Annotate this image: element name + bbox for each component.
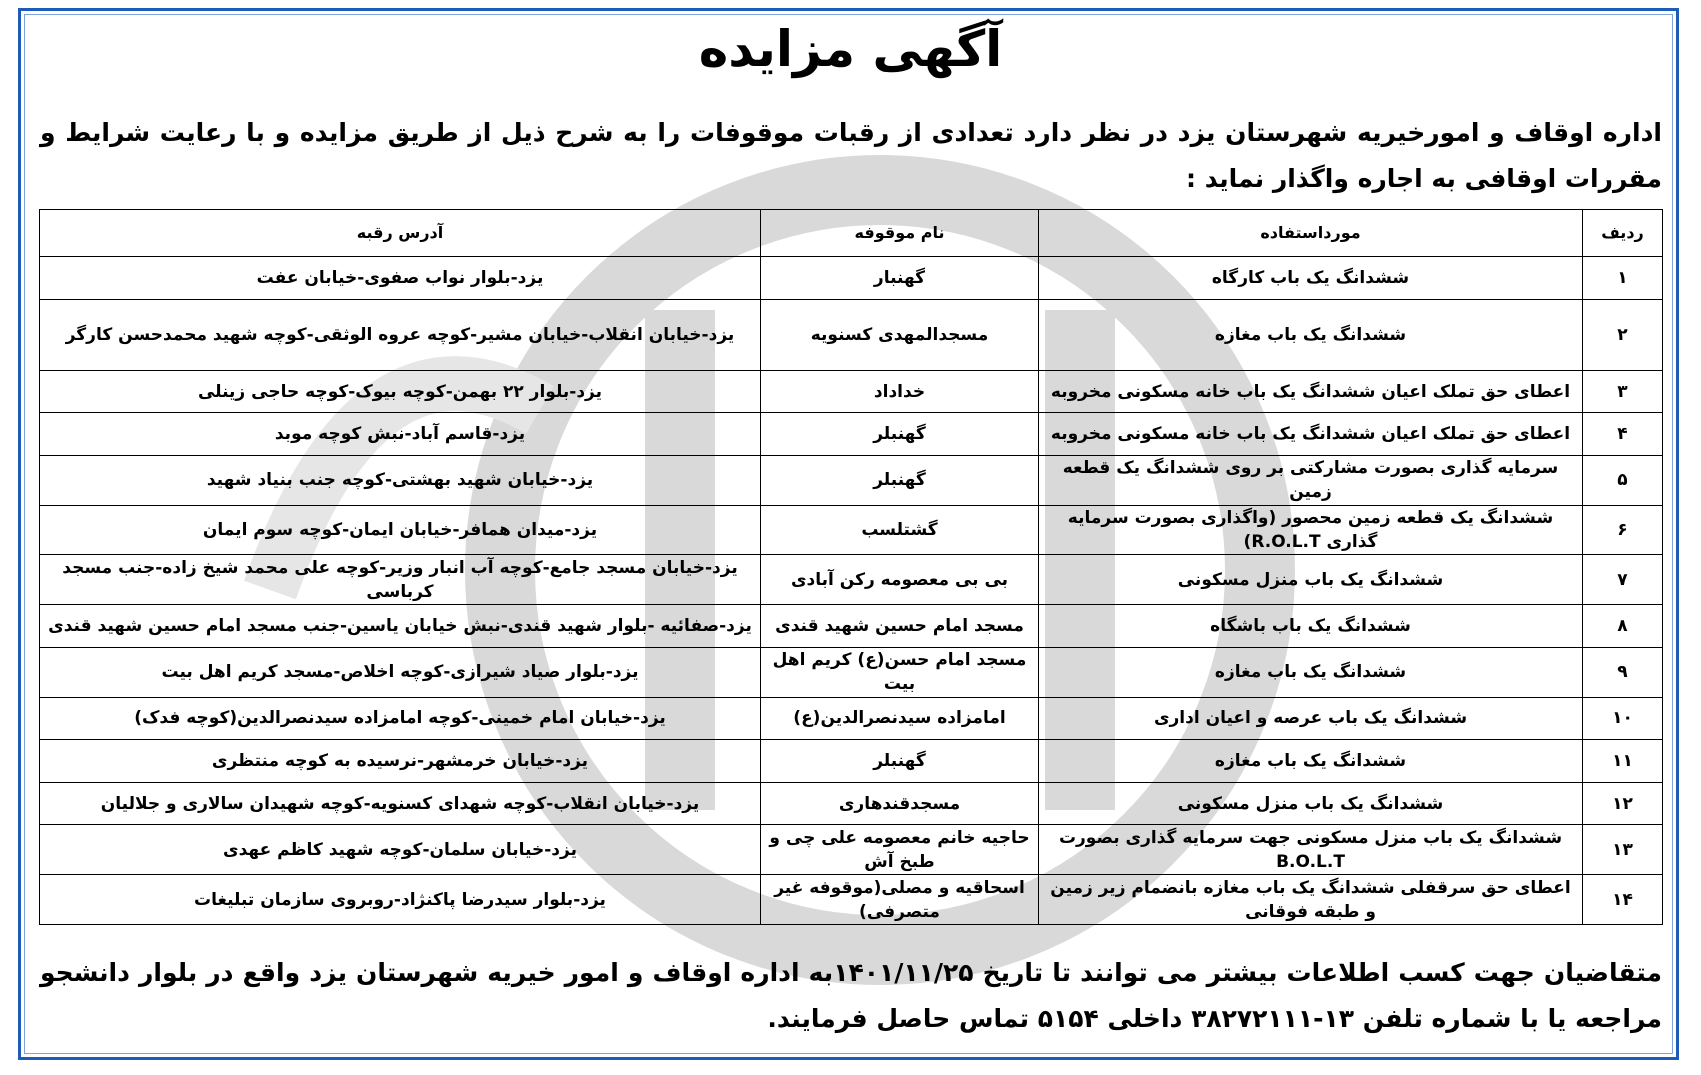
cell-address: یزد-صفائیه -بلوار شهید قندی-نبش خیابان یاسین-جنب مسجد امام حسین شهید قندی (40, 605, 761, 648)
cell-row-no: ۱ (1583, 257, 1663, 300)
cell-address: یزد-خیابان انقلاب-کوچه شهدای کسنویه-کوچه شهیدان سالاری و جلالیان (40, 782, 761, 825)
auction-table (39, 209, 1663, 925)
header-address: آدرس رقبه (40, 210, 761, 257)
cell-endowment: مسجد امام حسن(ع) کریم اهل بیت (761, 647, 1039, 697)
table-row (40, 697, 1663, 740)
cell-address: یزد-خیابان انقلاب-خیابان مشیر-کوچه عروه الوثقی-کوچه شهید محمدحسن کارگر (40, 299, 761, 370)
table-row (40, 299, 1663, 370)
cell-endowment: گهنبلر (761, 413, 1039, 456)
cell-endowment: گهنبار (761, 257, 1039, 300)
cell-endowment: مسجد امام حسین شهید قندی (761, 605, 1039, 648)
cell-usage: ششدانگ یک باب منزل مسکونی جهت سرمایه گذاری بصورت B.O.L.T (1039, 825, 1583, 875)
cell-address: یزد-بلوار صیاد شیرازی-کوچه اخلاص-مسجد کریم اهل بیت (40, 647, 761, 697)
cell-usage: ششدانگ یک باب منزل مسکونی (1039, 782, 1583, 825)
cell-address: یزد-خیابان مسجد جامع-کوچه آب انبار وزیر-کوچه علی محمد شیخ زاده-جنب مسجد کرباسی (40, 555, 761, 605)
table-row (40, 370, 1663, 413)
cell-row-no: ۶ (1583, 505, 1663, 555)
cell-row-no: ۵ (1583, 455, 1663, 505)
cell-address: یزد-بلوار ۲۲ بهمن-کوچه بیوک-کوچه حاجی زینلی (40, 370, 761, 413)
header-endowment: نام موقوفه (761, 210, 1039, 257)
cell-endowment: خداداد (761, 370, 1039, 413)
cell-usage: ششدانگ یک باب کارگاه (1039, 257, 1583, 300)
cell-endowment: گهنبلر (761, 740, 1039, 783)
cell-usage: ششدانگ یک باب مغازه (1039, 647, 1583, 697)
cell-row-no: ۱۲ (1583, 782, 1663, 825)
cell-usage: ششدانگ یک قطعه زمین محصور (واگذاری بصورت سرمایه گذاری R.O.L.T) (1039, 505, 1583, 555)
table-row (40, 505, 1663, 555)
cell-address: یزد-بلوار نواب صفوی-خیابان عفت (40, 257, 761, 300)
cell-row-no: ۱۳ (1583, 825, 1663, 875)
cell-usage: ششدانگ یک باب باشگاه (1039, 605, 1583, 648)
cell-endowment: مسجدقندهاری (761, 782, 1039, 825)
cell-endowment: گهنبلر (761, 455, 1039, 505)
cell-usage: ششدانگ یک باب مغازه (1039, 299, 1583, 370)
header-usage: مورداستفاده (1039, 210, 1583, 257)
cell-endowment: اسحاقیه و مصلی(موقوفه غیر متصرفی) (761, 875, 1039, 925)
cell-address: یزد-بلوار سیدرضا پاکنژاد-روبروی سازمان تبلیغات (40, 875, 761, 925)
table-row (40, 555, 1663, 605)
cell-usage: اعطای حق تملک اعیان ششدانگ یک باب خانه مسکونی مخروبه (1039, 370, 1583, 413)
cell-row-no: ۷ (1583, 555, 1663, 605)
cell-usage: ششدانگ یک باب منزل مسکونی (1039, 555, 1583, 605)
table-row (40, 825, 1663, 875)
cell-usage: ششدانگ یک باب عرصه و اعیان اداری (1039, 697, 1583, 740)
cell-endowment: حاجیه خانم معصومه علی چی و طبخ آش (761, 825, 1039, 875)
cell-row-no: ۴ (1583, 413, 1663, 456)
table-row (40, 782, 1663, 825)
table-row (40, 455, 1663, 505)
cell-usage: اعطای حق سرقفلی ششدانگ یک باب مغازه بانضمام زیر زمین و طبقه فوقانی (1039, 875, 1583, 925)
table-row (40, 605, 1663, 648)
cell-endowment: بی بی معصومه رکن آبادی (761, 555, 1039, 605)
notice-footer: متقاضیان جهت کسب اطلاعات بیشتر می توانند تا تاریخ ۱۴۰۱/۱۱/۲۵به اداره اوقاف و امور خیریه شهرستان یزد واقع در بلوار دانشجو مراجعه یا با شماره تلفن ۱۳-۳۸۲۷۲۱۱۱ داخلی ۵۱۵۴ تماس حاصل فرمایند. (40, 958, 1663, 1033)
cell-address: یزد-قاسم آباد-نبش کوچه موبد (40, 413, 761, 456)
cell-usage: سرمایه گذاری بصورت مشارکتی بر روی ششدانگ یک قطعه زمین (1039, 455, 1583, 505)
cell-row-no: ۹ (1583, 647, 1663, 697)
cell-endowment: مسجدالمهدی کسنویه (761, 299, 1039, 370)
cell-row-no: ۱۰ (1583, 697, 1663, 740)
cell-address: یزد-میدان همافر-خیابان ایمان-کوچه سوم ایمان (40, 505, 761, 555)
notice-title: آگهی مزایده (698, 20, 1003, 78)
table-row (40, 647, 1663, 697)
cell-row-no: ۲ (1583, 299, 1663, 370)
table-header-row (40, 210, 1663, 257)
cell-endowment: گشتلسب (761, 505, 1039, 555)
table-row (40, 257, 1663, 300)
cell-usage: اعطای حق تملک اعیان ششدانگ یک باب خانه مسکونی مخروبه (1039, 413, 1583, 456)
table-row (40, 413, 1663, 456)
notice-intro: اداره اوقاف و امورخیریه شهرستان یزد در نظر دارد تعدادی از رقبات موقوفات را به شرح ذیل از طریق مزایده و با رعایت شرایط و مقررات اوقافی به اجاره واگذار نماید : (40, 118, 1662, 193)
table-row (40, 740, 1663, 783)
header-row-no: ردیف (1583, 210, 1663, 257)
cell-endowment: امامزاده سیدنصرالدین(ع) (761, 697, 1039, 740)
cell-address: یزد-خیابان سلمان-کوچه شهید کاظم عهدی (40, 825, 761, 875)
cell-address: یزد-خیابان امام خمینی-کوچه امامزاده سیدنصرالدین(کوچه فدک) (40, 697, 761, 740)
cell-row-no: ۳ (1583, 370, 1663, 413)
cell-row-no: ۱۴ (1583, 875, 1663, 925)
cell-row-no: ۸ (1583, 605, 1663, 648)
table-row (40, 875, 1663, 925)
cell-address: یزد-خیابان خرمشهر-نرسیده به کوچه منتظری (40, 740, 761, 783)
cell-address: یزد-خیابان شهید بهشتی-کوچه جنب بنیاد شهید (40, 455, 761, 505)
cell-row-no: ۱۱ (1583, 740, 1663, 783)
cell-usage: ششدانگ یک باب مغازه (1039, 740, 1583, 783)
